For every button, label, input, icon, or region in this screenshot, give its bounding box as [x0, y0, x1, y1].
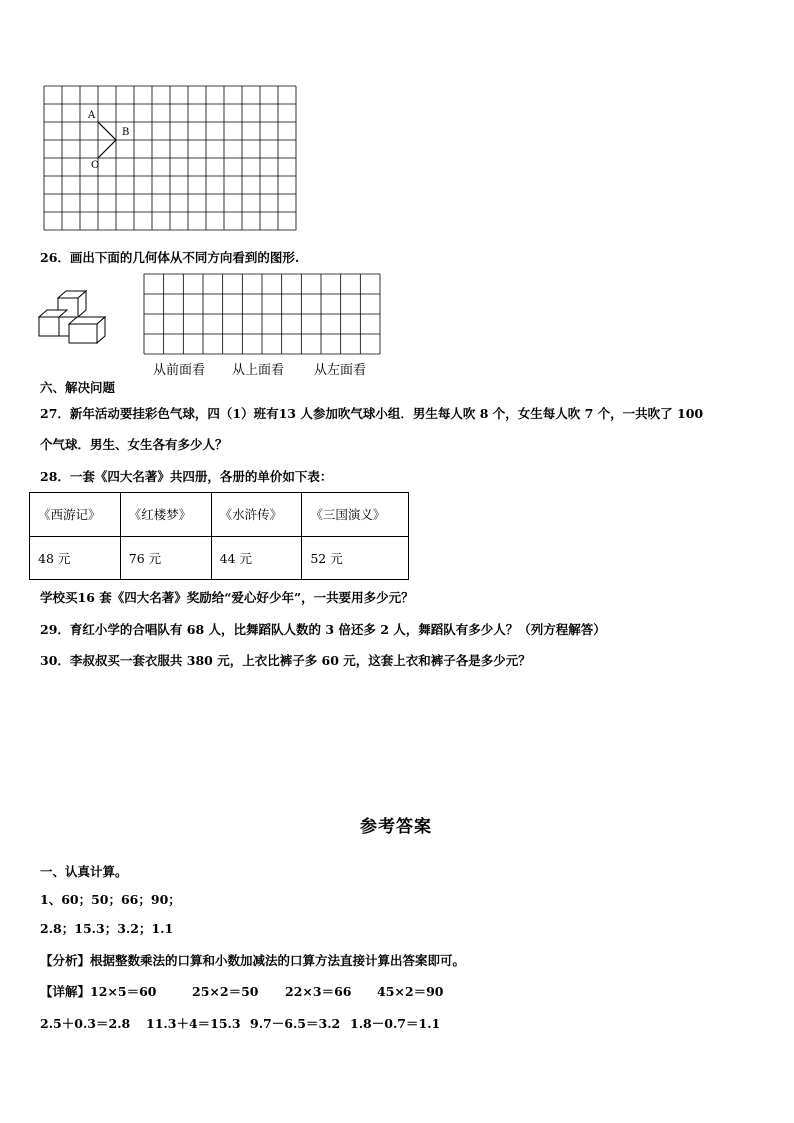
question-29: 29．育红小学的合唱队有 68 人，比舞蹈队人数的 3 倍还多 2 人，舞蹈队有多少人？（列方程解答） — [40, 622, 606, 637]
table-cell: 《三国演义》 — [302, 493, 409, 537]
point-o-label: O — [91, 160, 100, 171]
answers-section-1: 一、认真计算。 — [40, 864, 128, 879]
point-b-label: B — [122, 127, 130, 138]
drawing-grid — [144, 274, 380, 354]
table-cell: 76 元 — [120, 536, 211, 580]
analysis-line — [40, 953, 465, 969]
table-cell: 《水浒传》 — [211, 493, 302, 537]
cube-stack-figure — [36, 290, 108, 346]
detail-tag: 【详解】 — [40, 984, 91, 999]
question-28: 28．一套《四大名著》共四册，各册的单价如下表： — [40, 469, 333, 484]
question-26: 26．画出下面的几何体从不同方向看到的图形. — [40, 250, 300, 265]
table-cell: 《西游记》 — [30, 493, 121, 537]
answer-line-2: 2.8；15.3；3.2；1.1 — [40, 921, 174, 936]
table-cell: 52 元 — [302, 536, 409, 580]
table-row — [30, 493, 409, 537]
price-table — [29, 492, 409, 580]
detail-calc: 45×2＝90 — [377, 984, 444, 999]
table-cell: 48 元 — [30, 536, 121, 580]
question-28-followup: 学校买16 套《四大名著》奖励给“爱心好少年”，一共要用多少元？ — [40, 590, 414, 605]
table-row — [30, 536, 409, 580]
detail-calc: 12×5＝60 — [90, 984, 157, 999]
grid-with-triangle — [44, 86, 296, 230]
answer-line-1: 1、60；50；66；90； — [40, 892, 181, 907]
detail-calc: 22×3＝66 — [285, 984, 352, 999]
section-heading: 六、解决问题 — [40, 380, 116, 395]
view-left-label: 从左面看 — [314, 363, 367, 378]
table-cell: 44 元 — [211, 536, 302, 580]
question-30: 30．李叔叔买一套衣服共 380 元，上衣比裤子多 60 元，这套上衣和裤子各是多少元？ — [40, 653, 531, 668]
table-cell: 《红楼梦》 — [120, 493, 211, 537]
analysis-tag: 【分析】 — [40, 953, 91, 968]
point-a-label: A — [88, 110, 96, 121]
view-front-label: 从前面看 — [153, 363, 206, 378]
question-27-line2: 个气球．男生、女生各有多少人？ — [40, 437, 228, 452]
view-top-label: 从上面看 — [232, 363, 285, 378]
detail-calc: 2.5＋0.3＝2.8 — [40, 1016, 131, 1031]
detail-calc: 11.3＋4＝15.3 — [146, 1016, 241, 1031]
question-27-line1: 27．新年活动要挂彩色气球，四（1）班有13 人参加吹气球小组．男生每人吹 8 个，女生每人吹 7 个，一共吹了 100 — [40, 406, 704, 421]
analysis-text: 根据整数乘法的口算和小数加减法的口算方法直接计算出答案即可。 — [90, 953, 466, 968]
detail-calc: 25×2＝50 — [192, 984, 259, 999]
detail-calc: 9.7－6.5＝3.2 — [250, 1016, 341, 1031]
answers-title: 参考答案 — [360, 817, 432, 837]
detail-calc: 1.8－0.7＝1.1 — [350, 1016, 441, 1031]
